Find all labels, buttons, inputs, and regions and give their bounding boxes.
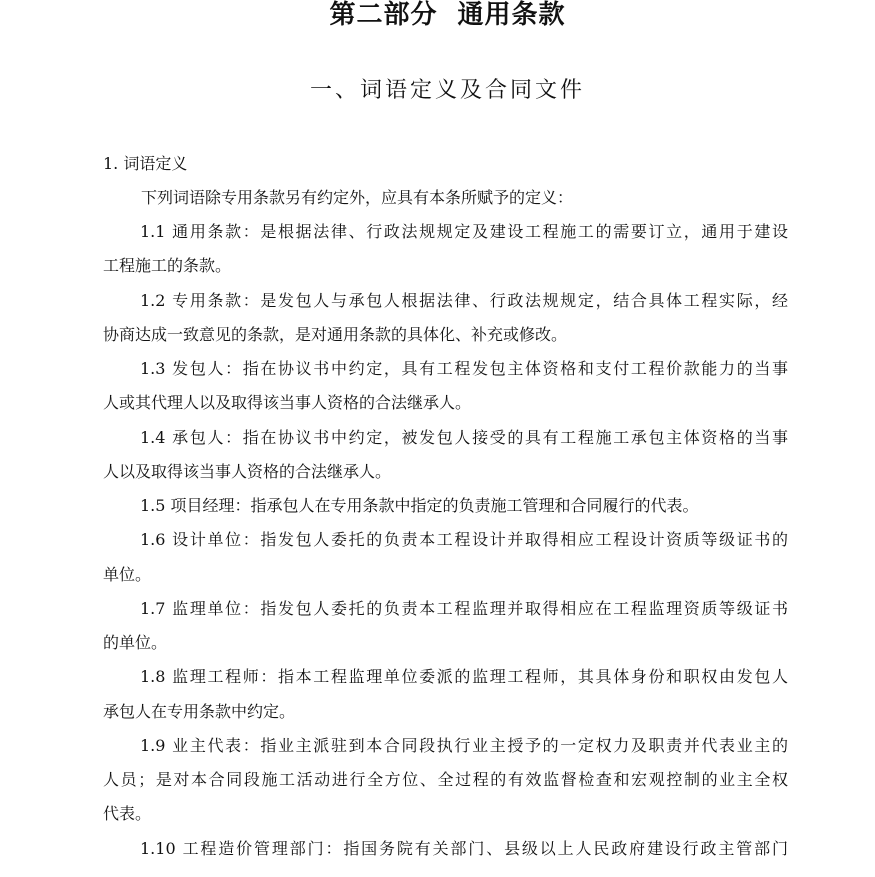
def-1-4-line1: 1.4 承包人：指在协议书中约定，被发包人接受的具有工程施工承包主体资格的当事	[140, 428, 788, 447]
def-1-1-line2: 工程施工的条款。	[103, 256, 232, 275]
def-1-3-line2: 人或其代理人以及取得该当事人资格的合法继承人。	[103, 393, 472, 412]
def-1-8-line2: 承包人在专用条款中约定。	[103, 702, 296, 721]
def-1-8-line1: 1.8 监理工程师：指本工程监理单位委派的监理工程师，其具体身份和职权由发包人	[140, 667, 788, 686]
document-title: 第二部分 通用条款	[329, 0, 566, 30]
def-1-9-line3: 代表。	[103, 804, 152, 823]
def-1-7-line1: 1.7 监理单位：指发包人委托的负责本工程监理并取得相应在工程监理资质等级证书	[140, 599, 788, 618]
def-1-9-line1: 1.9 业主代表：指业主派驻到本合同段执行业主授予的一定权力及职责并代表业主的	[140, 736, 788, 755]
def-1-2-line1: 1.2 专用条款：是发包人与承包人根据法律、行政法规规定，结合具体工程实际，经	[140, 291, 788, 310]
def-1-1-line1: 1.1 通用条款：是根据法律、行政法规规定及建设工程施工的需要订立，通用于建设	[140, 222, 788, 241]
section-heading: 一、词语定义及合同文件	[309, 78, 585, 103]
def-1-5-line1: 1.5 项目经理：指承包人在专用条款中指定的负责施工管理和合同履行的代表。	[140, 496, 699, 515]
def-1-9-line2: 人员；是对本合同段施工活动进行全方位、全过程的有效监督检查和宏观控制的业主全权	[103, 770, 788, 789]
def-1-7-line2: 的单位。	[103, 633, 168, 652]
intro-text: 下列词语除专用条款另有约定外，应具有本条所赋予的定义：	[141, 188, 574, 207]
clause-heading: 1. 词语定义	[103, 154, 188, 173]
def-1-3-line1: 1.3 发包人：指在协议书中约定，具有工程发包主体资格和支付工程价款能力的当事	[140, 359, 788, 378]
def-1-4-line2: 人以及取得该当事人资格的合法继承人。	[103, 462, 392, 481]
def-1-6-line1: 1.6 设计单位：指发包人委托的负责本工程设计并取得相应工程设计资质等级证书的	[140, 530, 788, 549]
def-1-6-line2: 单位。	[103, 565, 152, 584]
def-1-2-line2: 协商达成一致意见的条款，是对通用条款的具体化、补充或修改。	[103, 325, 568, 344]
def-1-10-line1: 1.10 工程造价管理部门：指国务院有关部门、县级以上人民政府建设行政主管部门	[140, 839, 788, 858]
